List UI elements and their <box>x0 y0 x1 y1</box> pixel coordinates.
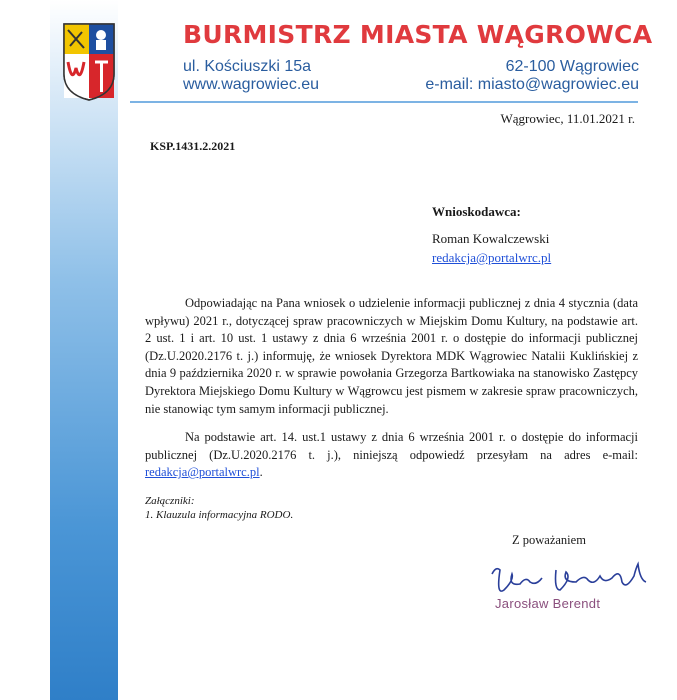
recipient-email-link[interactable]: redakcja@portalwrc.pl <box>432 250 552 265</box>
attachment-item: 1. Klauzula informacyjna RODO. <box>145 509 294 521</box>
recipient-block <box>432 202 551 267</box>
paragraph-2-end: . <box>259 465 263 480</box>
side-stripe <box>50 0 118 700</box>
case-reference: KSP.1431.2.2021 <box>150 139 236 153</box>
header-divider <box>130 101 638 103</box>
recipient-label: Wnioskodawca: <box>432 204 521 219</box>
letterhead-title: BURMISTRZ MIASTA WĄGROWCA <box>183 20 653 49</box>
coat-of-arms-logo <box>62 22 116 102</box>
address-street: ul. Kościuszki 15a <box>183 58 312 75</box>
attachments-label: Załączniki: <box>145 495 195 507</box>
paragraph-2-email-link[interactable]: redakcja@portalwrc.pl <box>145 465 260 480</box>
body-paragraph-2 <box>145 429 638 482</box>
recipient-name: Roman Kowalczewski <box>432 231 550 246</box>
body-paragraph-1: Odpowiadając na Pana wniosek o udzielenie informacji publicznej z dnia 4 stycznia (data wpływu) 2021 r., dotyczącej spraw pracowniczych w Miejskim Domu Kultury, na podstawie art. 2 ust. 1 i art. 10 ust. 1 ustawy z dnia 6 września 2001 r. o dostępie do informacji publicznej (Dz.U.2020.2176 t. j.) informuję, że wniosek Dyrektora MDK Wągrowiec Natalii Kuklińskiej z dnia 9 października 2020 r. w sprawie powołania Grzegorza Bartkowiaka na stanowisko Zastępcy Dyrektora Miejskiego Domu Kultury w Wągrowcu jest pismem w zakresie spraw pracowniczych, nie stanowiąc tym samym informacji publicznej. <box>145 296 638 416</box>
closing-phrase: Z poważaniem <box>512 533 586 547</box>
website-link[interactable]: www.wagrowiec.eu <box>183 76 320 93</box>
signer-stamp-name: Jarosław Berendt <box>495 596 601 611</box>
attachments-block <box>145 494 293 522</box>
address-city: 62-100 Wągrowiec <box>505 58 639 75</box>
place-date: Wągrowiec, 11.01.2021 r. <box>500 111 635 126</box>
paragraph-2-text: Na podstawie art. 14. ust.1 ustawy z dnia 6 września 2001 r. o dostępie do informacji publicznej (Dz.U.2020.2176 t. j.), niniejszą odpowiedź przesyłam na adres e-mail: <box>145 430 638 462</box>
email-contact[interactable]: e-mail: miasto@wagrowiec.eu <box>425 76 639 93</box>
